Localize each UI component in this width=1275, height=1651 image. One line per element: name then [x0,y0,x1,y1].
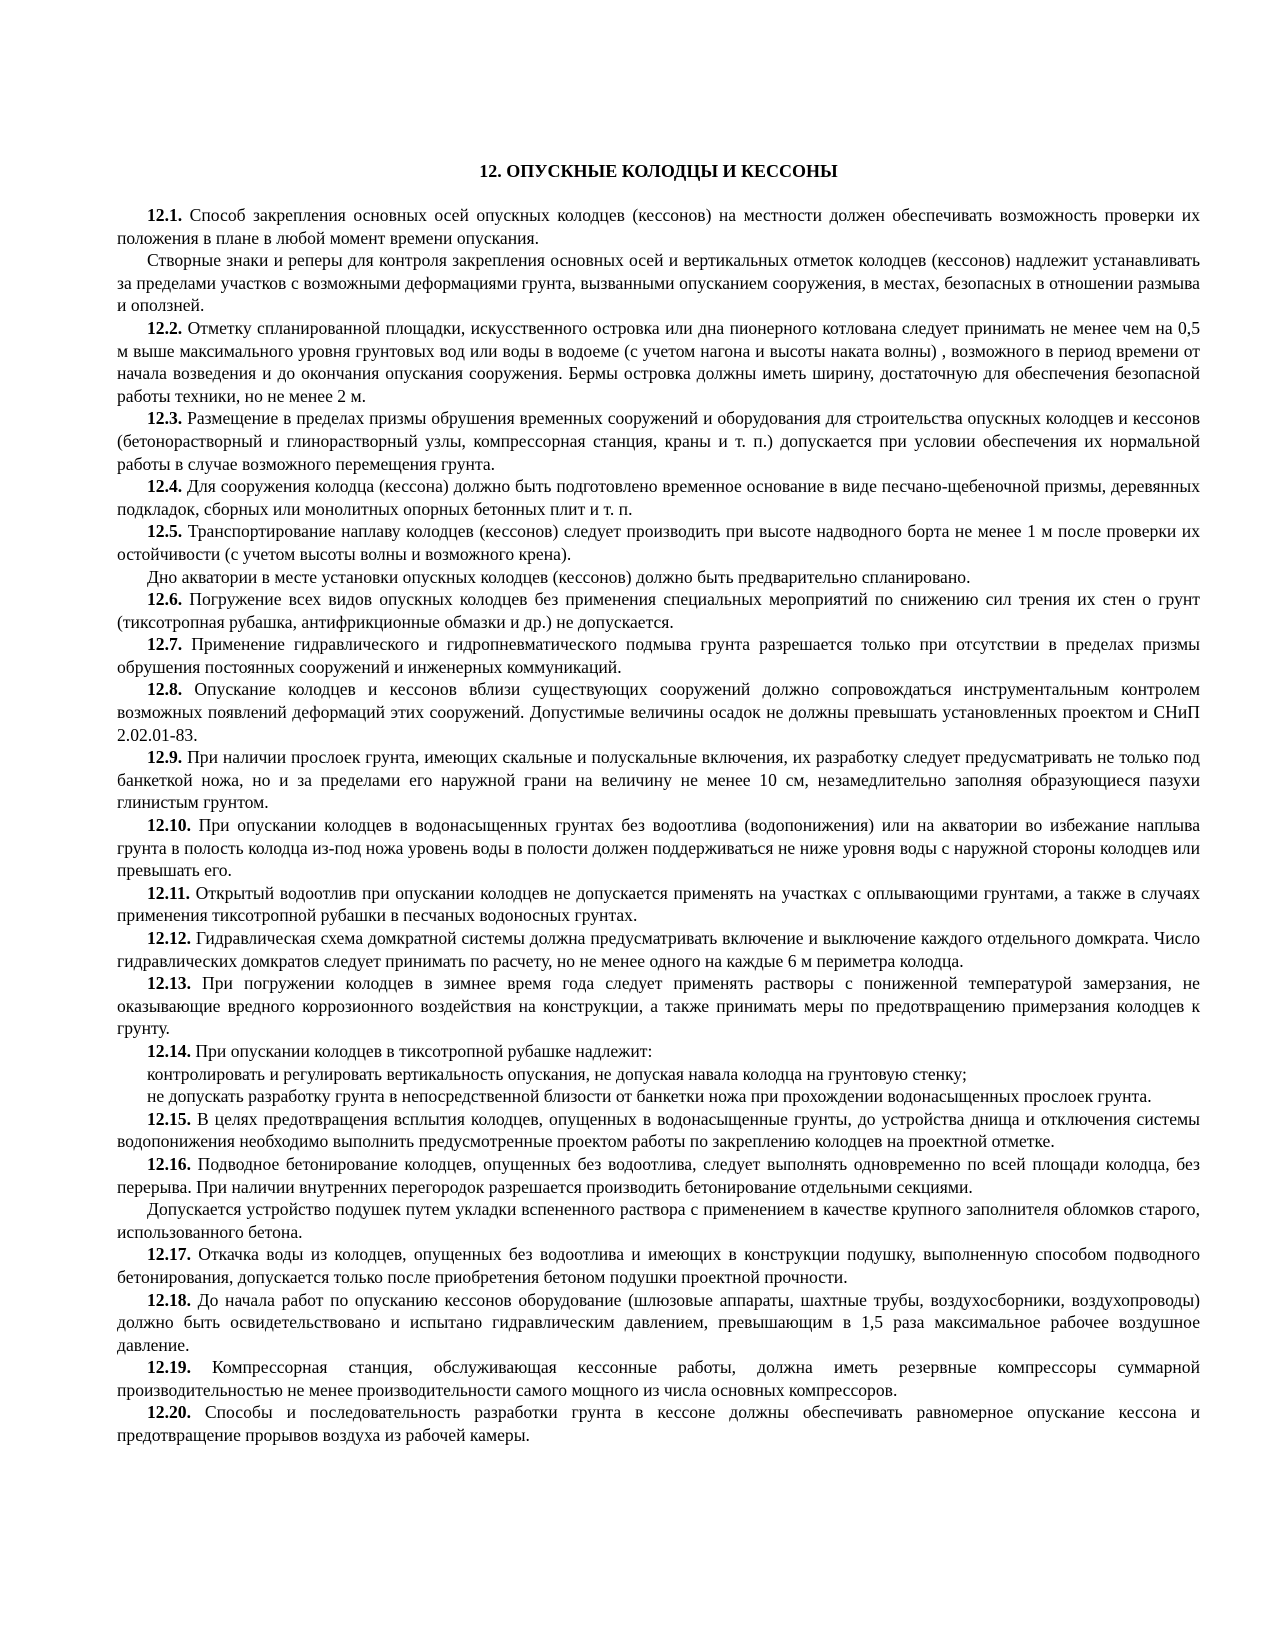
paragraph [117,1289,1200,1357]
paragraph-text: Транспортирование наплаву колодцев (кессонов) следует производить при высоте надводного борта не менее 1 м после проверки их остойчивости (с учетом высоты волны и возможного крена). [117,521,1201,564]
paragraph-text: Гидравлическая схема домкратной системы должна предусматривать включение и выключение каждого отдельного домкрата. Число гидравлических домкратов следует принимать по расчету, но не менее одного на каждые 6 м периметра колодца. [117,928,1200,971]
paragraph [117,249,1200,317]
paragraph [117,1108,1200,1153]
clause-number: 12.4. [147,476,183,497]
paragraph-text: При опускании колодцев в тиксотропной рубашке надлежит: [195,1040,653,1061]
paragraph [117,927,1200,972]
paragraph [117,1063,1200,1086]
paragraph [117,588,1200,633]
paragraph-text: Применение гидравлического и гидропневматического подмыва грунта разрешается только при отсутствии в пределах призмы обрушения постоянных сооружений и инженерных коммуникаций. [117,634,1200,677]
paragraph [117,746,1200,814]
section-title: 12. ОПУСКНЫЕ КОЛОДЦЫ И КЕССОНЫ [479,161,838,181]
clause-number: 12.10. [147,815,191,836]
clause-number: 12.2. [147,317,183,338]
paragraph-list [117,204,1200,1447]
clause-number: 12.8. [147,679,183,700]
clause-number: 12.1. [147,205,183,225]
clause-number: 12.18. [147,1289,191,1310]
paragraph [117,1401,1200,1446]
paragraph [117,475,1200,520]
clause-number: 12.6. [147,589,183,610]
paragraph [117,1153,1200,1198]
paragraph-text: Для сооружения колодца (кессона) должно быть подготовлено временное основание в виде песчано-щебеночной призмы, деревянных подкладок, сборных или монолитных опорных бетонных плит и т. п. [117,476,1200,519]
paragraph-text: В целях предотвращения всплытия колодцев, опущенных в водонасыщенные грунты, до устройства днища и отключения системы водопонижения необходимо выполнить предусмотренные проектом работы по закреплению колодцев на проектной отметке. [117,1108,1201,1152]
paragraph [117,520,1200,565]
paragraph-text: Опускание колодцев и кессонов вблизи существующих сооружений должно сопровождаться инструментальным контролем возможных появлений деформаций этих сооружений. Допустимые величины осадок не должны превышать установленных проектом и СНиП 2.02.01-83. [117,679,1200,745]
clause-number: 12.20. [147,1402,191,1423]
paragraph [117,882,1200,927]
paragraph-text: При опускании колодцев в водонасыщенных грунтах без водоотлива (водопонижения) или на акватории во избежание наплыва грунта в полость колодца из-под ножа уровень воды в полости должен поддерживаться не ниже уровня воды с наружной стороны колодцев или превышать его. [117,815,1200,881]
paragraph-text: Дно акватории в месте установки опускных колодцев (кессонов) должно быть предварительно спланировано. [147,566,971,587]
paragraph [117,1040,1200,1063]
paragraph [117,633,1200,678]
clause-number: 12.19. [147,1357,191,1378]
paragraph [117,1085,1200,1108]
clause-number: 12.15. [147,1108,191,1129]
clause-number: 12.13. [147,973,191,994]
clause-number: 12.17. [147,1244,191,1265]
paragraph [117,1243,1200,1288]
paragraph-text: Допускается устройство подушек путем укладки вспененного раствора с применением в качестве крупного заполнителя обломков старого, использованного бетона. [117,1199,1200,1242]
paragraph-text: Откачка воды из колодцев, опущенных без водоотлива и имеющих в конструкции подушку, выполненную способом подводного бетонирования, допускается только после приобретения бетоном подушки проектной прочности. [117,1244,1200,1287]
paragraph-text: Отметку спланированной площадки, искусственного островка или дна пионерного котлована следует принимать не менее чем на 0,5 м выше максимального уровня грунтовых вод или воды в водоеме (с учетом нагона и высоты наката волны) , возможного в период времени от начала возведения и до окончания опускания сооружения. Бермы островка должны иметь ширину, достаточную для обеспечения безопасной работы техники, но не менее 2 м. [117,317,1200,406]
clause-number: 12.14. [147,1040,191,1061]
paragraph-text: При наличии прослоек грунта, имеющих скальные и полускальные включения, их разработку следует предусматривать не только под банкеткой ножа, но и за пределами его наружной грани на величину не менее 10 см, незамедлительно заполняя образующиеся пазухи глинистым грунтом. [117,747,1201,813]
paragraph [117,1198,1200,1243]
paragraph [117,566,1200,589]
paragraph-text: не допускать разработку грунта в непосредственной близости от банкетки ножа при прохождении водонасыщенных прослоек грунта. [147,1086,1152,1107]
paragraph [117,678,1200,746]
paragraph-text: контролировать и регулировать вертикальность опускания, не допуская навала колодца на грунтовую стенку; [147,1063,967,1084]
paragraph-text: Компрессорная станция, обслуживающая кессонные работы, должна иметь резервные компрессоры суммарной производительностью не менее производительности самого мощного из числа основных компрессоров. [117,1357,1200,1400]
paragraph [117,407,1200,475]
paragraph-text: Подводное бетонирование колодцев, опущенных без водоотлива, следует выполнять одновременно по всей площади колодца, без перерыва. При наличии внутренних перегородок разрешается производить бетонирование отдельными секциями. [117,1153,1200,1197]
clause-number: 12.16. [147,1153,191,1174]
paragraph-text: Створные знаки и реперы для контроля закрепления основных осей и вертикальных отметок колодцев (кессонов) надлежит устанавливать за пределами участков с возможными деформациями грунта, вызванными опусканием сооружения, в местах, безопасных в отношении размыва и оползней. [117,250,1200,316]
clause-number: 12.11. [147,882,191,903]
paragraph [117,972,1200,1040]
paragraph-text: До начала работ по опусканию кессонов оборудование (шлюзовые аппараты, шахтные трубы, воздухосборники, воздухопроводы) должно быть освидетельствовано и испытано гидравлическим давлением, превышающим в 1,5 раза максимальное рабочее воздушное давление. [117,1289,1200,1355]
paragraph [117,204,1200,249]
paragraph [117,814,1200,882]
paragraph [117,317,1200,407]
paragraph-text: Размещение в пределах призмы обрушения временных сооружений и оборудования для строительства опускных колодцев и кессонов (бетонорастворный и глинорастворный узлы, компрессорная станция, краны и т. п.) допускается при условии обеспечения их нормальной работы в случае возможного перемещения грунта. [117,408,1200,474]
paragraph-text: Открытый водоотлив при опускании колодцев не допускается применять на участках с оплывающими грунтами, а также в случаях применения тиксотропной рубашки в песчаных водоносных грунтах. [117,882,1200,926]
clause-number: 12.3. [147,408,183,429]
clause-number: 12.12. [147,928,191,948]
paragraph [117,1356,1200,1401]
clause-number: 12.9. [147,747,183,768]
paragraph-text: Способы и последовательность разработки грунта в кессоне должны обеспечивать равномерное опускание кессона и предотвращение прорывов воздуха из рабочей камеры. [117,1402,1200,1446]
paragraph-text: Способ закрепления основных осей опускных колодцев (кессонов) на местности должен обеспечивать возможность проверки их положения в плане в любой момент времени опускания. [117,205,1200,248]
paragraph-text: Погружение всех видов опускных колодцев без применения специальных мероприятий по снижению сил трения их стен о грунт (тиксотропная рубашка, антифрикционные обмазки и др.) не допускается. [117,589,1200,632]
document-page [117,160,1200,1447]
paragraph-text: При погружении колодцев в зимнее время года следует применять растворы с пониженной температурой замерзания, не оказывающие вредного коррозионного воздействия на конструкции, а также принимать меры по предотвращению примерзания колодцев к грунту. [117,973,1200,1039]
clause-number: 12.5. [147,521,183,542]
clause-number: 12.7. [147,634,183,655]
